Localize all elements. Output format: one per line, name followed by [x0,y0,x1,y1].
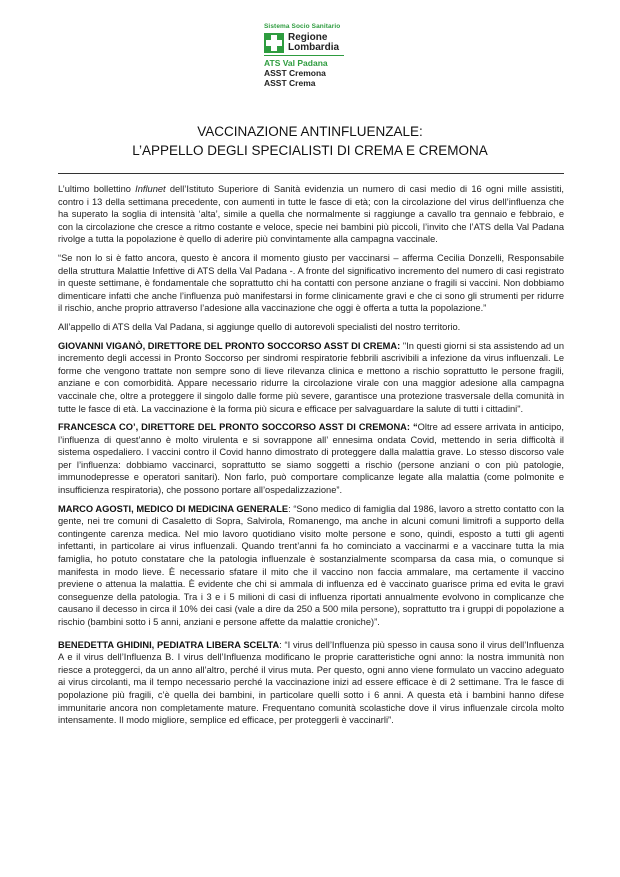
title-line1: VACCINAZIONE ANTINFLUENZALE: [197,124,423,139]
agosti-heading: MARCO AGOSTI, MEDICO DI MEDICINA GENERALE [58,503,289,514]
logo-region-line2: Lombardia [288,42,340,53]
page-title [60,122,560,160]
agosti-text: : “Sono medico di famiglia dal 1986, lavoro a stretto contatto con la gente, nei tre comuni di Casaletto di Sopra, Salvirola, Romanengo, ma anche in alcuni comuni limitrofi a supporto della contingente carenza medica. Nel mio lavoro quotidiano visito molte persone e sono, quindi, esposto a tutti gli agenti infettanti, in particolare ai virus influenzali. Quando trent’anni fa ho cominciato a vaccinarmi e a vaccinare tutta la mia famiglia, ho potuto constatare che la patologia influenzale è sostanzialmente scomparsa da casa mia, o comunque si manifesta in modo lieve. È necessario sfatare il mito che il vaccino non faccia ammalare, ma certamente il vaccino previene o attenua la malattia. È evidente che chi si ammala di influenza ed è vaccinato guarisce prima ed evita le gravi conseguenze della patologia. Tra i 3 e i 5 milioni di casi di influenza riportati annualmente evolvono in complicanze che causano il decesso in circa il 10% dei casi (vale a dire da 250 a 500 mila persone), soprattutto tra i gruppi di popolazione a rischio (bambini sotto i 5 anni, anziani e persone affette da malattie croniche)”. [58,503,565,627]
paragraph-donzelli: “Se non lo si è fatto ancora, questo è ancora il momento giusto per vaccinarsi – afferma Cecilia Donzelli, Responsabile della struttura Malattie Infettive di ATS della Val Padana -. A fronte del significativo incremento del numero di casi registrato in queste settimane, è fondamentale che soprattutto chi ha contatti con persone anziane o fragili si vaccini. Non dobbiamo dimenticare infatti che anche l’influenza può manifestarsi in forme clinicamente gravi e che ci sono gli strumenti per ridurre il rischio, anche proprio attraverso l’adesione alla vaccinazione che oggi è offerta a tutta la popolazione.” [58,252,564,314]
vigano-text: "In questi giorni si sta assistendo ad un incremento degli accessi in Pronto Soccorso per sindromi respiratorie febbrili ascrivibili a infezione da virus influenzali. Le forme che vengono trattate non sempre sono di lieve rilevanza clinica e mettono a rischio soprattutto le persone fragili, anziane e con comorbidità. Appare necessario ridurre la circolazione virale con una maggior adesione alla campagna vaccinale che, oltre a proteggere il singolo dalle forme più severe, garantisce una protezione trasversale della comunità in tutte le fasce di età. La vaccinazione è la forma più sicura e efficace per salvaguardare la salute di tutti i cittadini". [58,340,564,414]
logo-asst-crema: ASST Crema [264,78,316,88]
title-divider [58,173,564,174]
logo-ats: ATS Val Padana [264,58,328,68]
paragraph-vigano [58,340,564,416]
title-line2: L’APPELLO DEGLI SPECIALISTI DI CREMA E CREMONA [132,143,488,158]
intro-text-a: L’ultimo bollettino [58,184,136,194]
paragraph-appello: All’appello di ATS della Val Padana, si aggiunge quello di autorevoli specialisti del nostro territorio. [58,321,461,332]
ghidini-heading: BENEDETTA GHIDINI, PEDIATRA LIBERA SCELTA [58,639,280,650]
logo-asst-cremona: ASST Cremona [264,68,326,78]
co-text: Oltre ad essere arrivata in anticipo, l’influenza di quest’anno è molto virulenta e si sovrappone all’ ennesima ondata Covid, mettendo in seria difficoltà il sistema ospedaliero. I vaccini contro il Covid hanno dimostrato di proteggere dalla malattia grave. Lo stesso discorso vale per l’influenza: dobbiamo vaccinarci, soprattutto se siamo soggetti a rischio (persone anziani o con più patologie, immunodepresse e operatori sanitari). Non farlo, può comportare complicanze legate alla malattia (come polmonite e insufficienza respiratoria), che possono portare all’ospedalizzazione”. [58,422,565,496]
article-body [58,183,564,733]
header-logo [264,23,374,88]
paragraph-intro [58,183,564,246]
ghidini-text: : “I virus dell’Influenza più spesso in causa sono il virus dell’Influenza A e il virus dell’Influenza B. I virus dell’Influenza modificano le proprie caratteristiche ogni anno: la nostra immunità non riesce a proteggerci, da un anno all’altro, perché il virus muta. Per questo, ogni anno viene formulato un vaccino adeguato ai virus circolanti, ma il tempo necessario perché la vaccinazione inizi ad essere efficace è di 2 settimane. Tra le fasce di popolazione più fragili, c’è quella dei bambini, in particolare quelli sotto i 6 anni. A questa età i bambini hanno difese immunitarie ancora non completamente mature. Frequentano comunità scolastiche dove il virus influenzale circola molto intensamente. Il modo migliore, semplice ed efficace, per proteggerli è vaccinarli”. [58,639,564,726]
intro-influnet: Influnet [135,184,166,194]
logo-system-text: Sistema Socio Sanitario [264,23,341,30]
lombardia-rose-icon [264,33,284,53]
logo-region-line1: Regione [288,32,328,43]
paragraph-ghidini [58,639,564,727]
vigano-heading: GIOVANNI VIGANÒ, DIRETTORE DEL PRONTO SOCCORSO ASST DI CREMA: [58,340,401,351]
paragraph-co [58,421,564,497]
paragraph-agosti [58,503,564,629]
co-heading: FRANCESCA CO’, DIRETTORE DEL PRONTO SOCCORSO ASST DI CREMONA: “ [58,422,418,433]
logo-divider [264,55,344,56]
intro-text-b: dell’Istituto Superiore di Sanità evidenzia un numero di casi medio di 16 ogni mille assistiti, contro i 13 della settimana precedente, con aumenti in tutte le fasce di età; con la circolazione del virus dell’influenza che ha superato la soglia di intensità ‘alta’, simile a quella che normalmente si raggiunge a cavallo tra gennaio e febbraio, e con la circolazione che cresce a ritmo costante e veloce, specie nei bambini più piccoli, l’invito che l’ATS della Val Padana rivolge a tutta la popolazione è quello di aderire più convintamente alla campagna vaccinale. [58,184,565,245]
